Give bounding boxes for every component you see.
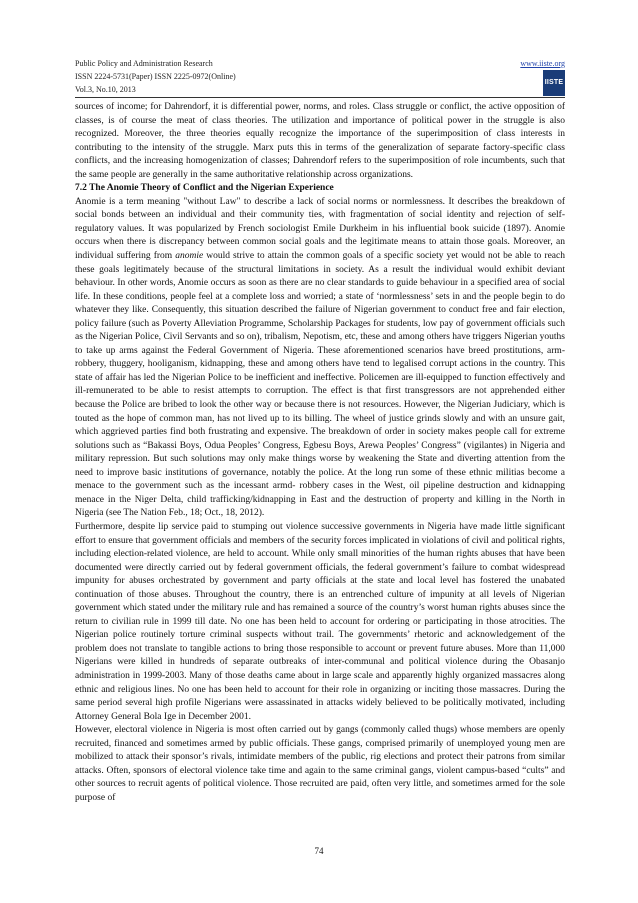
paragraph-1: sources of income; for Dahrendorf, it is differential power, norms, and roles. Class struggle or conflict, the active opposition of classes, is of course the meat of class theories. The utilization and importance of political power in the struggle is also recognized. Moreover, the three theories equally recognize the importance of the superimposition of class interests in contributing to the intensity of the struggle. Marx puts this in terms of the generalization of separate factory-specific class conflicts, and the increasing homogenization of classes; Dahrendorf refers to the superimposition of role incumbents, such that the same people are generally in the same authoritative relationship across organizations. [75,102,565,180]
page-number: 74 [314,846,324,856]
journal-title: Public Policy and Administration Research [75,59,213,68]
iiste-logo: IISTE [543,70,565,96]
header-row [75,57,565,70]
journal-url-link[interactable]: www.iiste.org [520,59,565,68]
page-header [75,57,565,96]
paragraph-4: However, electoral violence in Nigeria is most often carried out by gangs (commonly called thugs) whose members are openly recruited, financed and sometimes armed by public officials. These gangs, comprised primarily of unemployed young men are mobilized to attack their sponsor’s rivals, intimidate members of the public, rig elections and protect their patrons from similar attacks. Often, sponsors of electoral violence take time and again to the same criminal gangs, violent campus-based “cults” and other sources to recruit agents of political violence. Those recruited are paid, often very little, and sometimes armed for the sole purpose of [75,725,565,803]
issn-line: ISSN 2224-5731(Paper) ISSN 2225-0972(Online) [75,72,236,81]
paragraph-3: Furthermore, despite lip service paid to stumping out violence successive governments in Nigeria have made little significant effort to ensure that government officials and members of the security forces implicated in violations of civil and political rights, including election-related violence, are held to account. While only small minorities of the human rights abuses that have been documented were directly carried out by federal government officials, the federal government’s failure to combat widespread impunity for abuses orchestrated by government and party officials at the state and local level has fostered the unabated continuation of those abuses. Throughout the country, there is an entrenched culture of impunity at all levels of Nigerian government which stated under the military rule and has remained a source of the country’s worst human rights abuses since the return to civilian rule in 1999 till date. No one has been held to account for ordering or participating in those atrocities. The Nigerian police routinely torture criminal suspects without trail. The governments’ rhetoric and acknowledgement of the problem does not translate to tangible actions to bring those responsible to account or prevent future abuses. More than 11,000 Nigerians were killed in hundreds of separate outbreaks of inter-communal and political violence during the Obasanjo administration in 1999-2003. Many of those deaths came about in large scale and apparently highly organized massacres along ethnic and religious lines. No one has been held to account for their role in organizing or inciting those massacres. During the same period several high profile Nigerians were assassinated in attacks widely believed to be politically motivated, including Attorney General Bola Ige in December 2001. [75,521,565,722]
paragraph-2-part-a: Anomie is a term meaning "without Law" to describe a lack of social norms or normlessness. It describes the breakdown of social bonds between an individual and their community ties, with fragmentation of social identity and rejection of self-regulatory values. It was popularized by French sociologist Emile Durkheim in his influential book suicide (1897). Anomie occurs when there is discrepancy between common social goals and the legitimate means to attain those goals. Moreover, an individual suffering from [75,196,565,262]
paragraph-2-part-b: would strive to attain the common goals of a specific society yet would not be able to reach these goals legitimately because of the structural limitations in society. As a result the individual would exhibit deviant behaviour. In other words, Anomie occurs as soon as there are no clear standards to guide behaviour in a specified area of social life. In these conditions, people feel at a complete loss and worried; a state of ‘normlessness’ sets in and the people begin to do whatever they like. Consequently, this situation described the failure of Nigerian government to conduct free and fair election, policy failure (such as Poverty Alleviation Programme, Scholarship Packages for students, low pay of government officials such as the Nigerian Police, Civil Servants and so on), tribalism, Nepotism, etc, these and among others have triggers Nigerian youths to take up arms against the Federal Government of Nigeria. These aforementioned scenarios have breed prostitutions, arm-robbery, thuggery, hooliganism, kidnapping, these and among others have tend to legalised corrupt actions in the country. This state of affair has led the Nigerian Police to be inefficient and ineffective. Policemen are ill-equipped to function effectively and ill-remunerated to be able to resist attempts to corruption. The effect is that first transgressors are not apprehended either because the Police are bribed to look the other way or because there is not resources. However, the Nigerian Judiciary, which is touted as the hope of common man, has not lived up to its billing. The wheel of justice grinds slowly and with an unsure gait, which aggrieved parties find both frustrating and expensive. The breakdown of order in society makes people call for extreme solutions such as “Bakassi Boys, Odua Peoples’ Congress, Egbesu Boys, Arewa Peoples’ Congress” (vigilantes) in Nigeria and military repression. But such solutions may only make things worse by weakening the State and diverting attention from the need to improve basic institutions of governance, notably the police. At the long run some of these ethnic militias become a menace to the government such as the incessant armd- robbery cases in the West, oil pipeline destruction and kidnapping menace in the Niger Delta, child trafficking/kidnapping in East and the destruction of property and killing in the North in Nigeria (see The Nation Feb., 18; Oct., 18, 2012). [75,251,565,519]
header-divider [75,97,565,98]
article-body [75,101,565,805]
section-heading: 7.2 The Anomie Theory of Conflict and the Nigerian Experience [75,183,334,194]
anomie-emphasis: anomie [175,251,204,262]
volume-line: Vol.3, No.10, 2013 [75,85,136,94]
paragraph-2 [75,196,565,521]
